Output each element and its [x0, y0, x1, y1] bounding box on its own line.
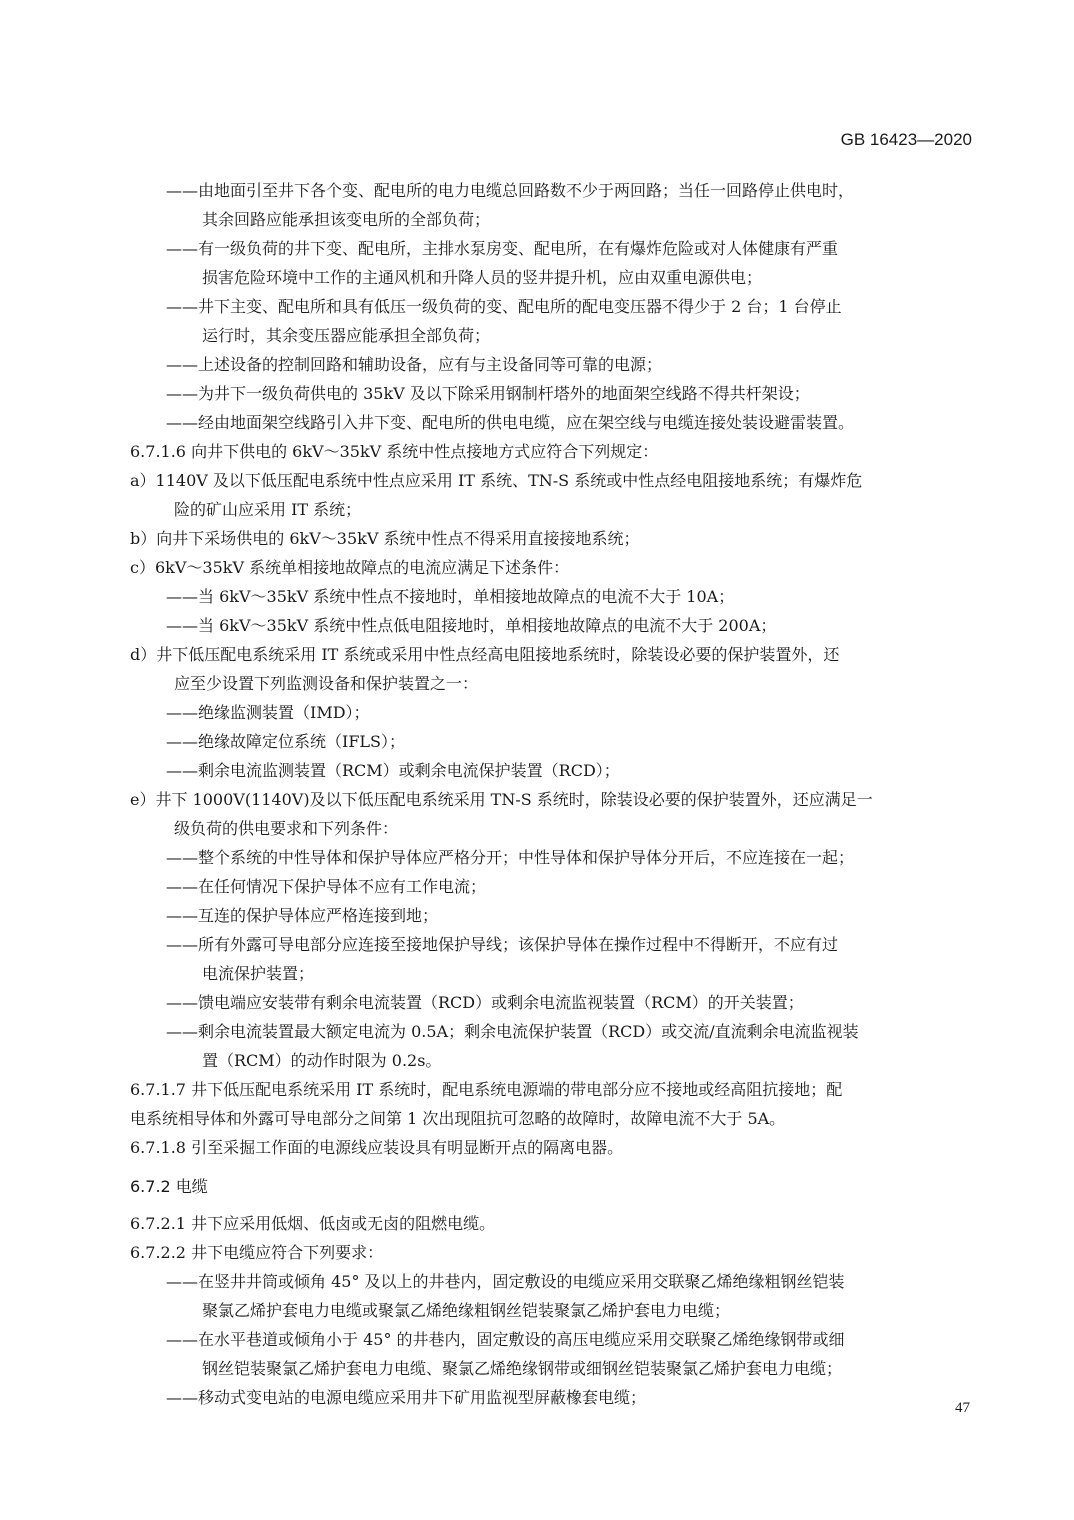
- text-line: ——馈电端应安装带有剩余电流装置（RCD）或剩余电流监视装置（RCM）的开关装置；: [166, 993, 804, 1012]
- text-line: ——有一级负荷的井下变、配电所，主排水泵房变、配电所，在有爆炸危险或对人体健康有严重: [166, 239, 839, 258]
- text-line: ——当 6kV～35kV 系统中性点不接地时，单相接地故障点的电流不大于 10A；: [166, 587, 735, 606]
- text-line: ——整个系统的中性导体和保护导体应严格分开；中性导体和保护导体分开后，不应连接在一起；: [166, 848, 855, 867]
- text-line: ——上述设备的控制回路和辅助设备，应有与主设备同等可靠的电源；: [166, 355, 663, 374]
- text-line: 6.7.2.2 井下电缆应符合下列要求：: [130, 1243, 384, 1262]
- text-line: a）1140V 及以下低压配电系统中性点应采用 IT 系统、TN-S 系统或中性点经电阻接地系统；有爆炸危: [130, 471, 863, 490]
- body-text: [130, 176, 965, 1412]
- text-line: 6.7.1.7 井下低压配电系统采用 IT 系统时，配电系统电源端的带电部分应不接地或经高阻抗接地；配: [130, 1080, 843, 1099]
- text-line: ——在水平巷道或倾角小于 45° 的井巷内，固定敷设的高压电缆应采用交联聚乙烯绝缘钢带或细: [166, 1330, 845, 1349]
- text-line: ——经由地面架空线路引入井下变、配电所的供电电缆，应在架空线与电缆连接处装设避雷装置。: [166, 413, 855, 432]
- text-line: 钢丝铠装聚氯乙烯护套电力电缆、聚氯乙烯绝缘钢带或细钢丝铠装聚氯乙烯护套电力电缆；: [202, 1359, 843, 1378]
- text-line: ——当 6kV～35kV 系统中性点低电阻接地时，单相接地故障点的电流不大于 200A；: [166, 616, 777, 635]
- page-number: 47: [955, 1400, 970, 1416]
- text-line: e）井下 1000V(1140V)及以下低压配电系统采用 TN-S 系统时，除装设必要的保护装置外，还应满足一: [130, 790, 873, 809]
- text-line: ——为井下一级负荷供电的 35kV 及以下除采用钢制杆塔外的地面架空线路不得共杆架设；: [166, 384, 810, 403]
- text-line: 级负荷的供电要求和下列条件：: [174, 819, 399, 838]
- text-line: c）6kV～35kV 系统单相接地故障点的电流应满足下述条件：: [130, 558, 570, 577]
- text-line: ——在任何情况下保护导体不应有工作电流；: [166, 877, 487, 896]
- text-line: ——由地面引至井下各个变、配电所的电力电缆总回路数不少于两回路；当任一回路停止供电时，: [166, 181, 855, 200]
- text-line: ——所有外露可导电部分应连接至接地保护导线；该保护导体在操作过程中不得断开，不应有过: [166, 935, 839, 954]
- text-line: ——移动式变电站的电源电缆应采用井下矿用监视型屏蔽橡套电缆；: [166, 1388, 647, 1407]
- text-line: ——剩余电流装置最大额定电流为 0.5A；剩余电流保护装置（RCD）或交流/直流剩余电流监视装: [166, 1022, 859, 1041]
- text-line: 损害危险环境中工作的主通风机和升降人员的竖井提升机，应由双重电源供电；: [202, 268, 763, 287]
- text-line: 聚氯乙烯护套电力电缆或聚氯乙烯绝缘粗钢丝铠装聚氯乙烯护套电力电缆；: [202, 1301, 731, 1320]
- section-heading: 6.7.2 电缆: [130, 1177, 208, 1196]
- text-line: d）井下低压配电系统采用 IT 系统或采用中性点经高电阻接地系统时，除装设必要的保护装置外，还: [130, 645, 840, 664]
- text-line: 其余回路应能承担该变电所的全部负荷；: [202, 210, 491, 229]
- text-line: 6.7.1.8 引至采掘工作面的电源线应装设具有明显断开点的隔离电器。: [130, 1138, 624, 1157]
- text-line: 险的矿山应采用 IT 系统；: [174, 500, 362, 519]
- text-line: ——剩余电流监测装置（RCM）或剩余电流保护装置（RCD）；: [166, 761, 620, 780]
- text-line: 运行时，其余变压器应能承担全部负荷；: [202, 326, 491, 345]
- text-line: ——绝缘故障定位系统（IFLS）；: [166, 732, 406, 751]
- text-line: 置（RCM）的动作时限为 0.2s。: [202, 1051, 442, 1070]
- text-line: ——在竖井井筒或倾角 45° 及以上的井巷内，固定敷设的电缆应采用交联聚乙烯绝缘粗钢丝铠装: [166, 1272, 845, 1291]
- text-line: b）向井下采场供电的 6kV～35kV 系统中性点不得采用直接接地系统；: [130, 529, 640, 548]
- text-line: ——绝缘监测装置（IMD）；: [166, 703, 370, 722]
- text-line: 6.7.1.6 向井下供电的 6kV～35kV 系统中性点接地方式应符合下列规定：: [130, 442, 659, 461]
- text-line: ——互连的保护导体应严格连接到地；: [166, 906, 439, 925]
- text-line: 应至少设置下列监测设备和保护装置之一：: [174, 674, 479, 693]
- text-line: 6.7.2.1 井下应采用低烟、低卤或无卤的阻燃电缆。: [130, 1214, 496, 1233]
- text-line: 电系统相导体和外露可导电部分之间第 1 次出现阻抗可忽略的故障时，故障电流不大于 5A。: [130, 1109, 786, 1128]
- text-line: ——井下主变、配电所和具有低压一级负荷的变、配电所的配电变压器不得少于 2 台；1 台停止: [166, 297, 842, 316]
- text-line: 电流保护装置；: [202, 964, 315, 983]
- standard-number-header: GB 16423—2020: [840, 130, 972, 149]
